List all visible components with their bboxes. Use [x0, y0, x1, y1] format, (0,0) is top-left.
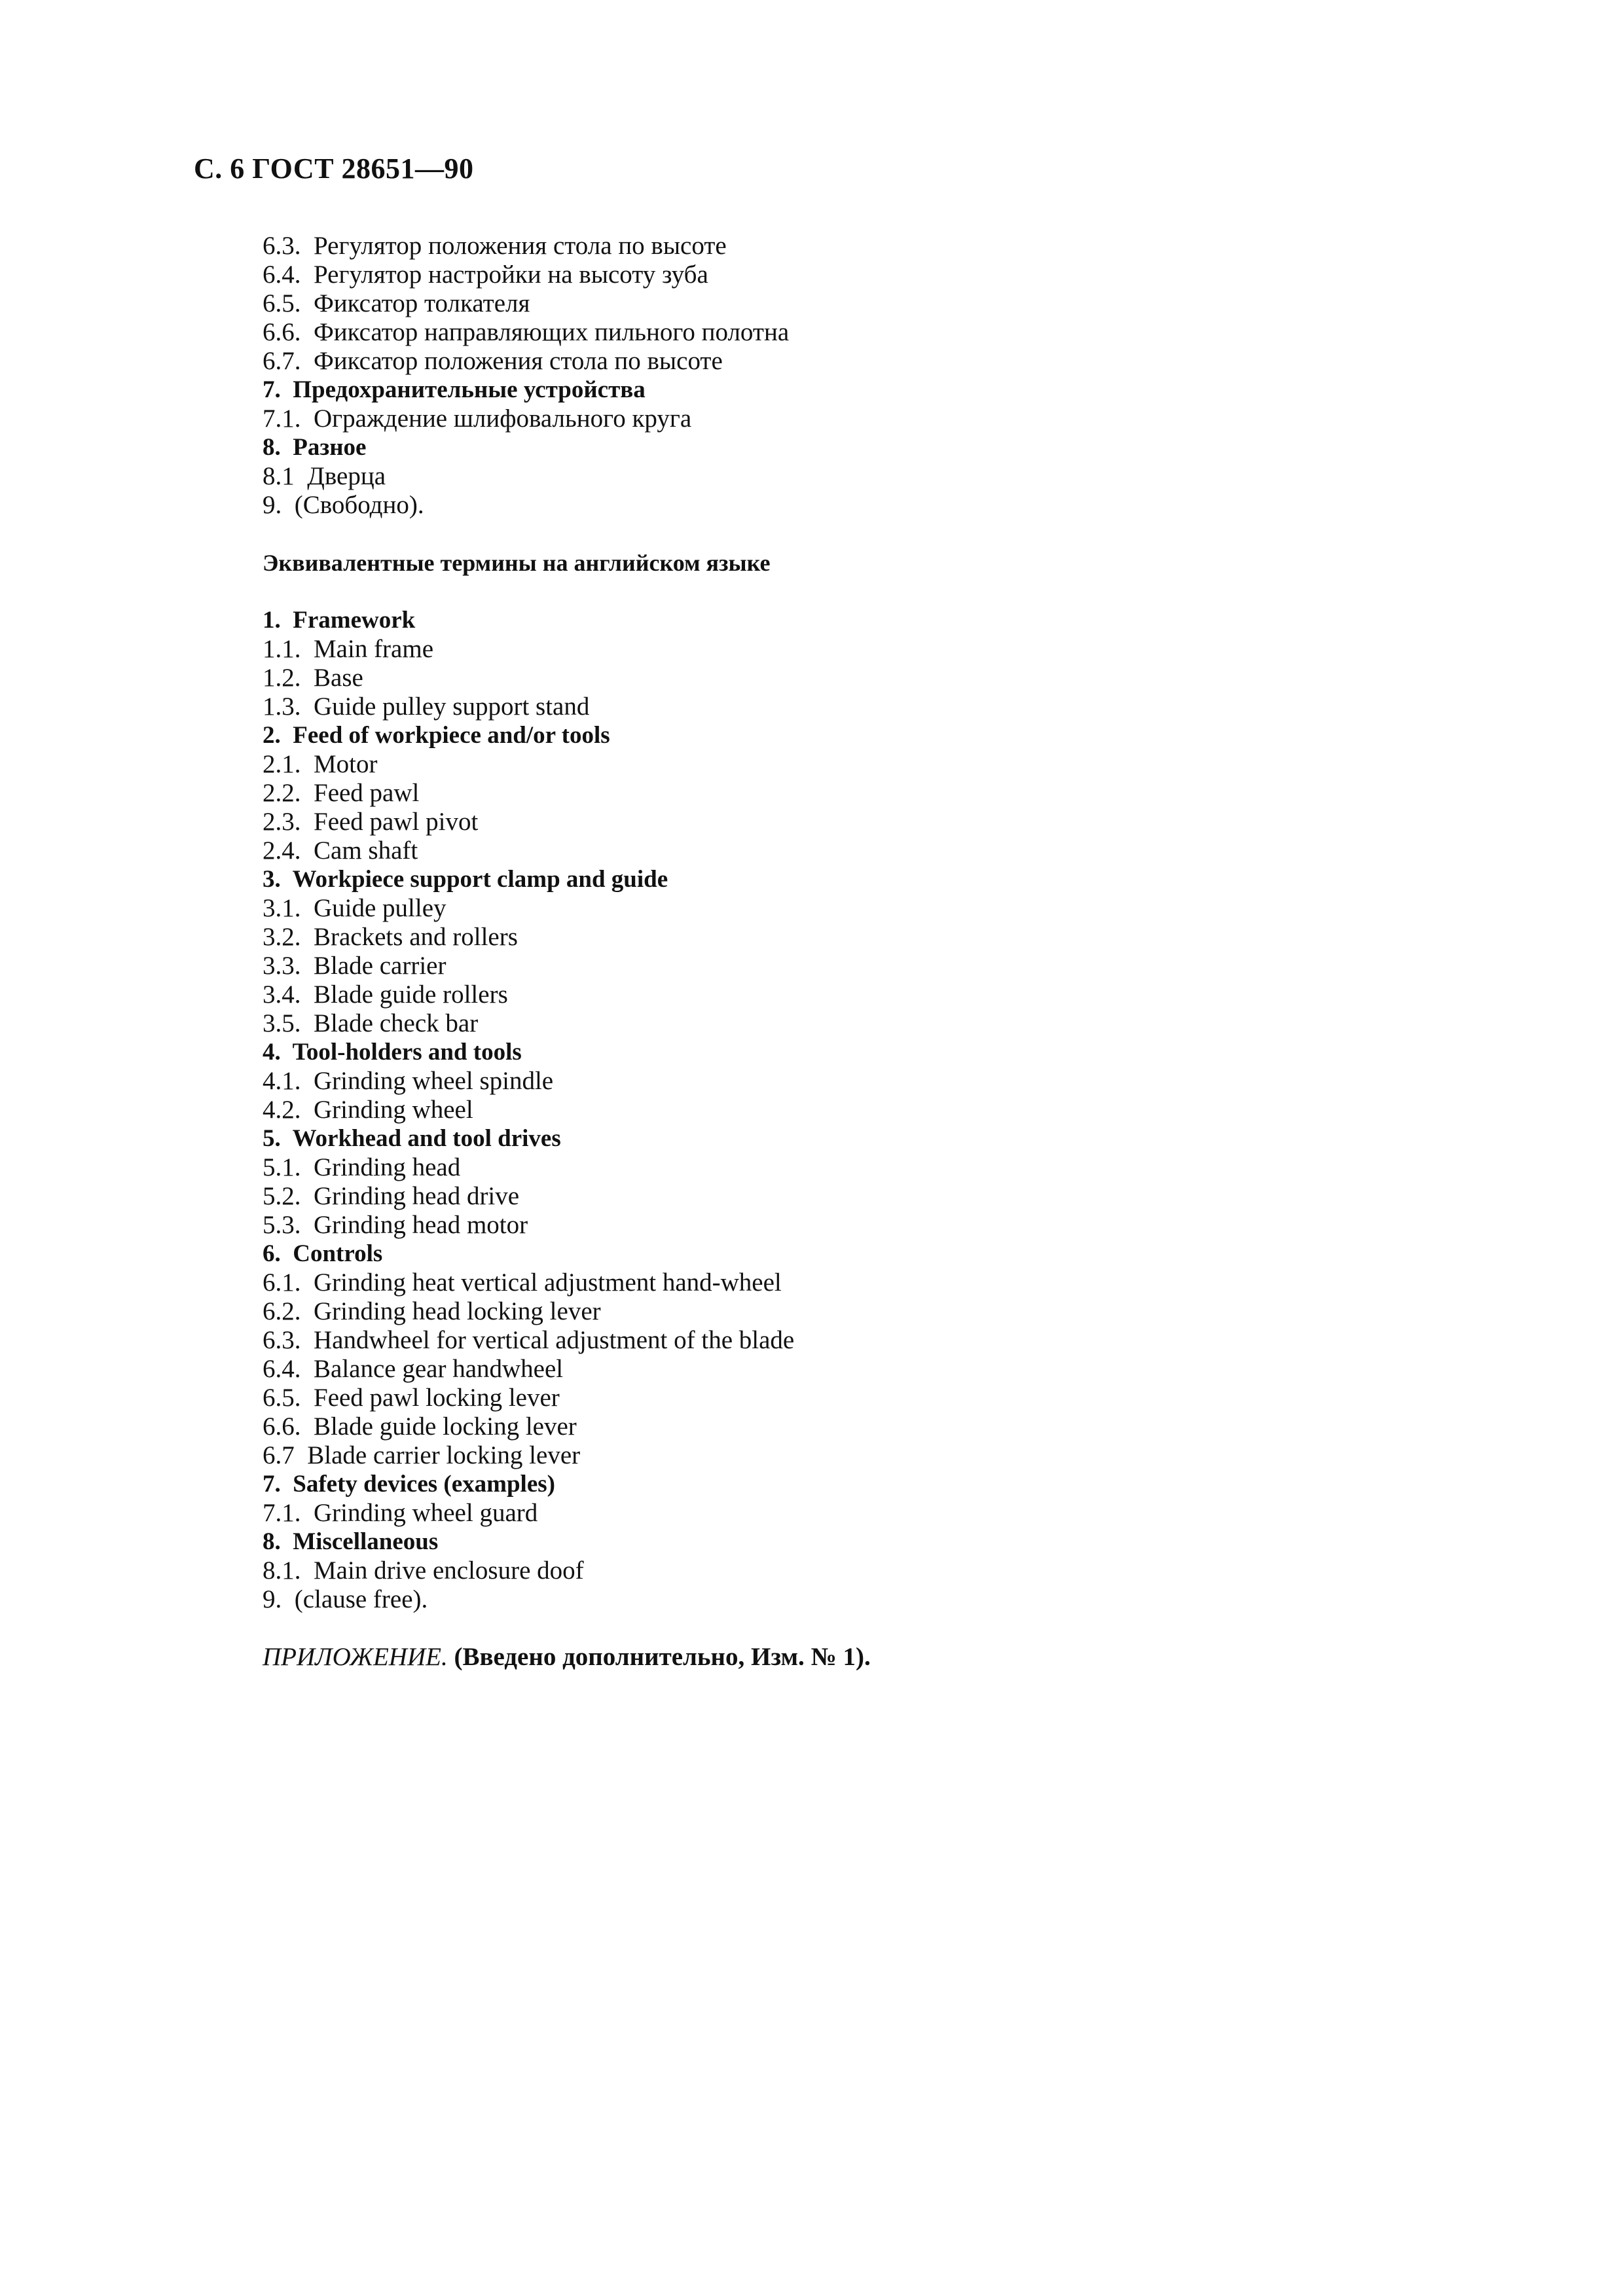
- english-term-section-title: 2. Feed of workpiece and/or tools: [263, 722, 610, 749]
- english-term-item: 1.3. Guide pulley support stand: [263, 692, 590, 721]
- english-term-item: 5.3. Grinding head motor: [263, 1211, 528, 1239]
- english-term-item: 6.6. Blade guide locking lever: [263, 1412, 577, 1441]
- english-term-item: 6.1. Grinding heat vertical adjustment hand-wheel: [263, 1268, 782, 1297]
- russian-term-item: 6.7. Фиксатор положения стола по высоте: [263, 347, 723, 375]
- english-term-item: 1.1. Main frame: [263, 635, 434, 663]
- english-term-item: 1.2. Base: [263, 664, 363, 692]
- english-term-item: 2.2. Feed pawl: [263, 779, 420, 807]
- page-header: С. 6 ГОСТ 28651—90: [194, 152, 474, 185]
- english-term-item: 7.1. Grinding wheel guard: [263, 1499, 538, 1527]
- english-term-item: 8.1. Main drive enclosure doof: [263, 1556, 584, 1585]
- spacer: [263, 1614, 871, 1643]
- english-term-section-title: 6. Controls: [263, 1240, 383, 1267]
- english-term-section-title: 8. Miscellaneous: [263, 1528, 439, 1555]
- english-term-section-title: 4. Tool-holders and tools: [263, 1039, 522, 1066]
- english-term-item: 4.2. Grinding wheel: [263, 1096, 473, 1124]
- english-term-item: 3.1. Guide pulley: [263, 894, 447, 922]
- russian-term-item: 6.5. Фиксатор толкателя: [263, 289, 530, 317]
- spacer: [263, 520, 871, 548]
- english-term-item: 3.2. Brackets and rollers: [263, 923, 518, 951]
- english-term-item: 9. (clause free).: [263, 1585, 428, 1613]
- english-term-item: 5.1. Grinding head: [263, 1153, 461, 1181]
- document-body: [263, 232, 871, 1672]
- russian-term-item: 6.3. Регулятор положения стола по высоте: [263, 232, 727, 260]
- russian-term-item: 7.1. Ограждение шлифовального круга: [263, 404, 692, 433]
- english-terms-heading: Эквивалентные термины на английском языке: [263, 550, 771, 576]
- russian-term-item: 8.1 Дверца: [263, 462, 386, 490]
- english-term-item: 6.5. Feed pawl locking lever: [263, 1384, 560, 1412]
- russian-term-item: 9. (Свободно).: [263, 491, 424, 519]
- english-term-item: 6.3. Handwheel for vertical adjustment of the blade: [263, 1326, 795, 1354]
- english-term-item: 2.4. Cam shaft: [263, 836, 418, 865]
- russian-term-section-title: 7. Предохранительные устройства: [263, 376, 646, 403]
- english-term-section-title: 1. Framework: [263, 607, 416, 634]
- english-term-item: 3.4. Blade guide rollers: [263, 980, 508, 1009]
- english-term-section-title: 3. Workpiece support clamp and guide: [263, 866, 668, 893]
- english-term-item: 5.2. Grinding head drive: [263, 1182, 520, 1210]
- english-term-item: 2.3. Feed pawl pivot: [263, 808, 479, 836]
- appendix-label: ПРИЛОЖЕНИЕ.: [263, 1643, 448, 1671]
- english-terms-list: [263, 606, 871, 1614]
- russian-term-item: 6.6. Фиксатор направляющих пильного полотна: [263, 318, 790, 346]
- english-term-item: 4.1. Grinding wheel spindle: [263, 1067, 554, 1095]
- english-term-item: 6.2. Grinding head locking lever: [263, 1297, 601, 1325]
- english-term-item: 3.5. Blade check bar: [263, 1009, 479, 1037]
- english-term-section-title: 5. Workhead and tool drives: [263, 1125, 561, 1152]
- spacer: [263, 577, 871, 606]
- english-term-item: 2.1. Motor: [263, 750, 378, 778]
- english-term-item: 6.7 Blade carrier locking lever: [263, 1441, 581, 1469]
- appendix-note: [263, 1643, 871, 1672]
- english-term-section-title: 7. Safety devices (examples): [263, 1471, 555, 1498]
- appendix-amendment: (Введено дополнительно, Изм. № 1).: [447, 1643, 871, 1671]
- russian-term-section-title: 8. Разное: [263, 434, 367, 461]
- english-term-item: 6.4. Balance gear handwheel: [263, 1355, 564, 1383]
- russian-terms-list: [263, 232, 871, 520]
- russian-term-item: 6.4. Регулятор настройки на высоту зуба: [263, 260, 708, 289]
- english-term-item: 3.3. Blade carrier: [263, 952, 447, 980]
